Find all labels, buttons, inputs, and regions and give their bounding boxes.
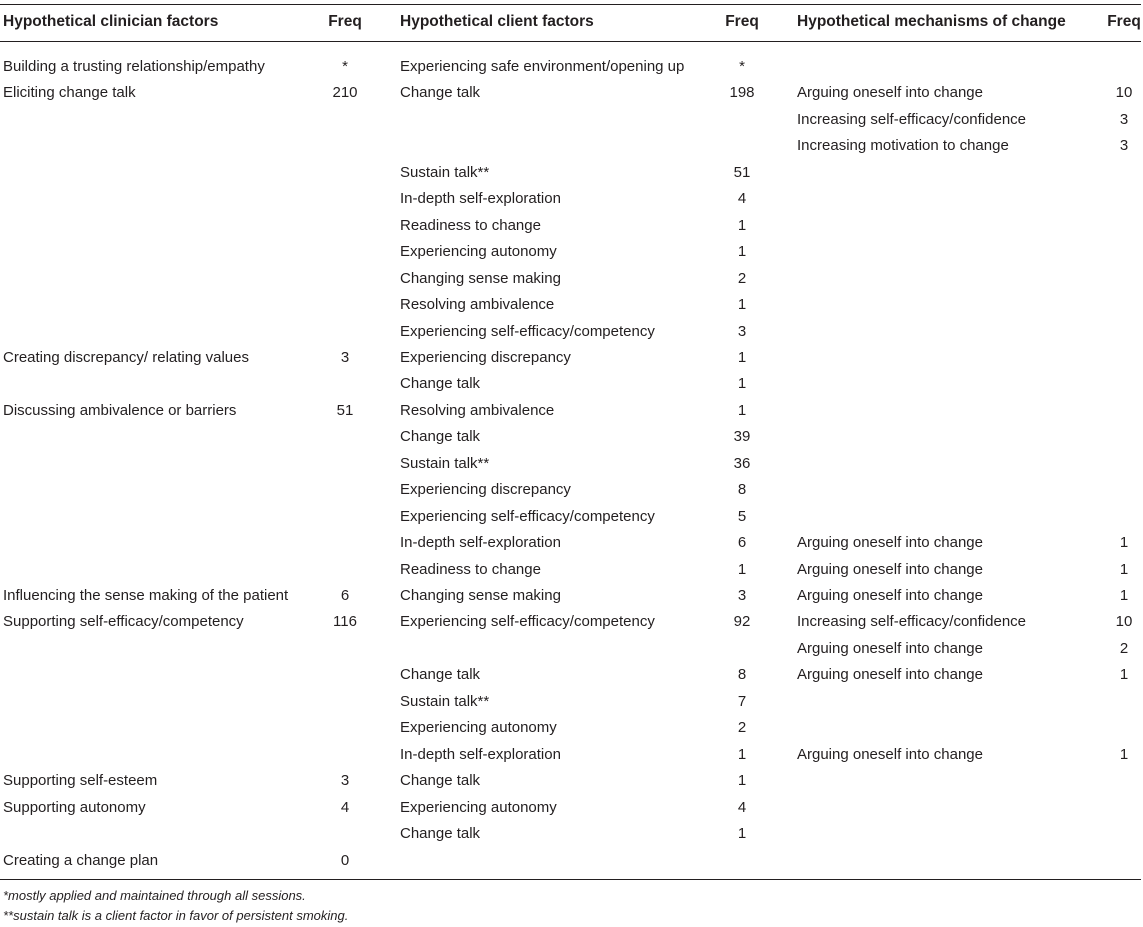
cell-client-freq: 39 bbox=[733, 428, 751, 445]
cell-client-factor: Experiencing autonomy bbox=[400, 799, 557, 816]
cell-client-freq: 6 bbox=[737, 534, 747, 551]
cell-client-freq: 2 bbox=[737, 270, 747, 287]
cell-client-freq: 36 bbox=[733, 455, 751, 472]
cell-mechanism: Arguing oneself into change bbox=[797, 534, 983, 551]
cell-mechanism-freq: 1 bbox=[1119, 587, 1129, 604]
cell-clinician-factor: Discussing ambivalence or barriers bbox=[3, 402, 237, 419]
header-clinician-factor: Hypothetical clinician factors bbox=[3, 13, 219, 30]
cell-clinician-freq: 51 bbox=[336, 402, 354, 419]
cell-client-freq: 1 bbox=[737, 375, 747, 392]
cell-client-factor: Sustain talk** bbox=[400, 164, 490, 181]
cell-client-factor: Resolving ambivalence bbox=[400, 402, 555, 419]
cell-mechanism-freq: 10 bbox=[1115, 613, 1133, 630]
cell-clinician-factor: Influencing the sense making of the patient bbox=[3, 587, 289, 604]
cell-client-factor: Change talk bbox=[400, 375, 481, 392]
cell-client-freq: 4 bbox=[737, 799, 747, 816]
cell-mechanism-freq: 3 bbox=[1119, 111, 1129, 128]
cell-clinician-factor: Eliciting change talk bbox=[3, 84, 136, 101]
header-clinician-freq: Freq bbox=[328, 13, 362, 30]
cell-client-freq: 1 bbox=[737, 243, 747, 260]
cell-mechanism-freq: 1 bbox=[1119, 534, 1129, 551]
cell-client-factor: Change talk bbox=[400, 825, 481, 842]
footnote-asterisk: *mostly applied and maintained through all sessions. bbox=[3, 888, 306, 903]
cell-clinician-factor: Creating a change plan bbox=[3, 852, 159, 869]
cell-clinician-factor: Supporting self-esteem bbox=[3, 772, 158, 789]
cell-client-freq: 2 bbox=[737, 719, 747, 736]
cell-clinician-freq: 0 bbox=[340, 852, 350, 869]
cell-client-freq: 3 bbox=[737, 587, 747, 604]
cell-client-factor: Change talk bbox=[400, 84, 481, 101]
cell-clinician-freq: 4 bbox=[340, 799, 350, 816]
cell-client-factor: Change talk bbox=[400, 428, 481, 445]
cell-client-factor: Change talk bbox=[400, 772, 481, 789]
cell-clinician-factor: Creating discrepancy/ relating values bbox=[3, 349, 249, 366]
cell-clinician-factor: Building a trusting relationship/empathy bbox=[3, 58, 265, 75]
cell-client-factor: Experiencing self-efficacy/competency bbox=[400, 613, 655, 630]
cell-client-freq: 4 bbox=[737, 190, 747, 207]
cell-mechanism: Arguing oneself into change bbox=[797, 666, 983, 683]
cell-client-factor: Sustain talk** bbox=[400, 693, 490, 710]
table-top-rule bbox=[0, 4, 1141, 5]
cell-client-factor: Experiencing safe environment/opening up bbox=[400, 58, 685, 75]
cell-client-factor: Sustain talk** bbox=[400, 455, 490, 472]
table-header-rule bbox=[0, 41, 1141, 42]
cell-mechanism-freq: 1 bbox=[1119, 746, 1129, 763]
cell-client-freq: 1 bbox=[737, 296, 747, 313]
cell-mechanism: Arguing oneself into change bbox=[797, 746, 983, 763]
cell-mechanism: Arguing oneself into change bbox=[797, 84, 983, 101]
cell-mechanism-freq: 3 bbox=[1119, 137, 1129, 154]
cell-client-factor: Experiencing self-efficacy/competency bbox=[400, 508, 655, 525]
cell-clinician-factor: Supporting autonomy bbox=[3, 799, 146, 816]
cell-clinician-freq: 210 bbox=[332, 84, 358, 101]
cell-client-factor: Changing sense making bbox=[400, 270, 561, 287]
footnote-double-asterisk: **sustain talk is a client factor in favor of persistent smoking. bbox=[3, 908, 349, 923]
cell-clinician-freq: 3 bbox=[340, 772, 350, 789]
cell-client-factor: Experiencing autonomy bbox=[400, 243, 557, 260]
cell-client-freq: 7 bbox=[737, 693, 747, 710]
cell-clinician-factor: Supporting self-efficacy/competency bbox=[3, 613, 244, 630]
header-mechanism: Hypothetical mechanisms of change bbox=[797, 13, 1066, 30]
cell-client-freq: 8 bbox=[737, 666, 747, 683]
cell-client-freq: 198 bbox=[729, 84, 755, 101]
cell-client-factor: In-depth self-exploration bbox=[400, 534, 561, 551]
cell-clinician-freq: 6 bbox=[340, 587, 350, 604]
cell-client-freq: * bbox=[739, 58, 745, 75]
cell-clinician-freq: 116 bbox=[333, 613, 357, 630]
header-client-factor: Hypothetical client factors bbox=[400, 13, 594, 30]
cell-mechanism-freq: 2 bbox=[1119, 640, 1129, 657]
cell-client-freq: 1 bbox=[737, 746, 747, 763]
cell-client-freq: 92 bbox=[733, 613, 751, 630]
cell-client-freq: 8 bbox=[737, 481, 747, 498]
table-bottom-rule bbox=[0, 879, 1141, 880]
cell-client-factor: Experiencing autonomy bbox=[400, 719, 557, 736]
cell-client-factor: In-depth self-exploration bbox=[400, 190, 561, 207]
cell-mechanism: Arguing oneself into change bbox=[797, 561, 983, 578]
cell-mechanism: Arguing oneself into change bbox=[797, 640, 983, 657]
cell-client-factor: Experiencing discrepancy bbox=[400, 481, 571, 498]
cell-clinician-freq: 3 bbox=[340, 349, 350, 366]
cell-client-factor: Experiencing discrepancy bbox=[400, 349, 571, 366]
cell-client-freq: 1 bbox=[737, 349, 747, 366]
cell-mechanism-freq: 1 bbox=[1119, 666, 1129, 683]
cell-client-freq: 3 bbox=[737, 323, 747, 340]
cell-client-freq: 1 bbox=[737, 402, 747, 419]
cell-client-freq: 1 bbox=[737, 217, 747, 234]
cell-client-factor: Experiencing self-efficacy/competency bbox=[400, 323, 655, 340]
cell-mechanism: Arguing oneself into change bbox=[797, 587, 983, 604]
cell-mechanism: Increasing self-efficacy/confidence bbox=[797, 111, 1027, 128]
cell-client-factor: Resolving ambivalence bbox=[400, 296, 555, 313]
cell-mechanism-freq: 10 bbox=[1115, 84, 1133, 101]
cell-client-factor: Change talk bbox=[400, 666, 481, 683]
header-client-freq: Freq bbox=[725, 13, 759, 30]
cell-mechanism: Increasing self-efficacy/confidence bbox=[797, 613, 1027, 630]
cell-client-freq: 1 bbox=[737, 772, 747, 789]
cell-client-freq: 5 bbox=[737, 508, 747, 525]
cell-mechanism: Increasing motivation to change bbox=[797, 137, 1009, 154]
header-mechanism-freq: Freq bbox=[1107, 13, 1141, 30]
cell-client-freq: 1 bbox=[737, 825, 747, 842]
cell-client-factor: In-depth self-exploration bbox=[400, 746, 561, 763]
cell-client-factor: Changing sense making bbox=[400, 587, 561, 604]
cell-mechanism-freq: 1 bbox=[1119, 561, 1129, 578]
cell-client-factor: Readiness to change bbox=[400, 561, 541, 578]
cell-client-freq: 51 bbox=[733, 164, 751, 181]
cell-client-factor: Readiness to change bbox=[400, 217, 541, 234]
cell-clinician-freq: * bbox=[342, 58, 348, 75]
cell-client-freq: 1 bbox=[737, 561, 747, 578]
